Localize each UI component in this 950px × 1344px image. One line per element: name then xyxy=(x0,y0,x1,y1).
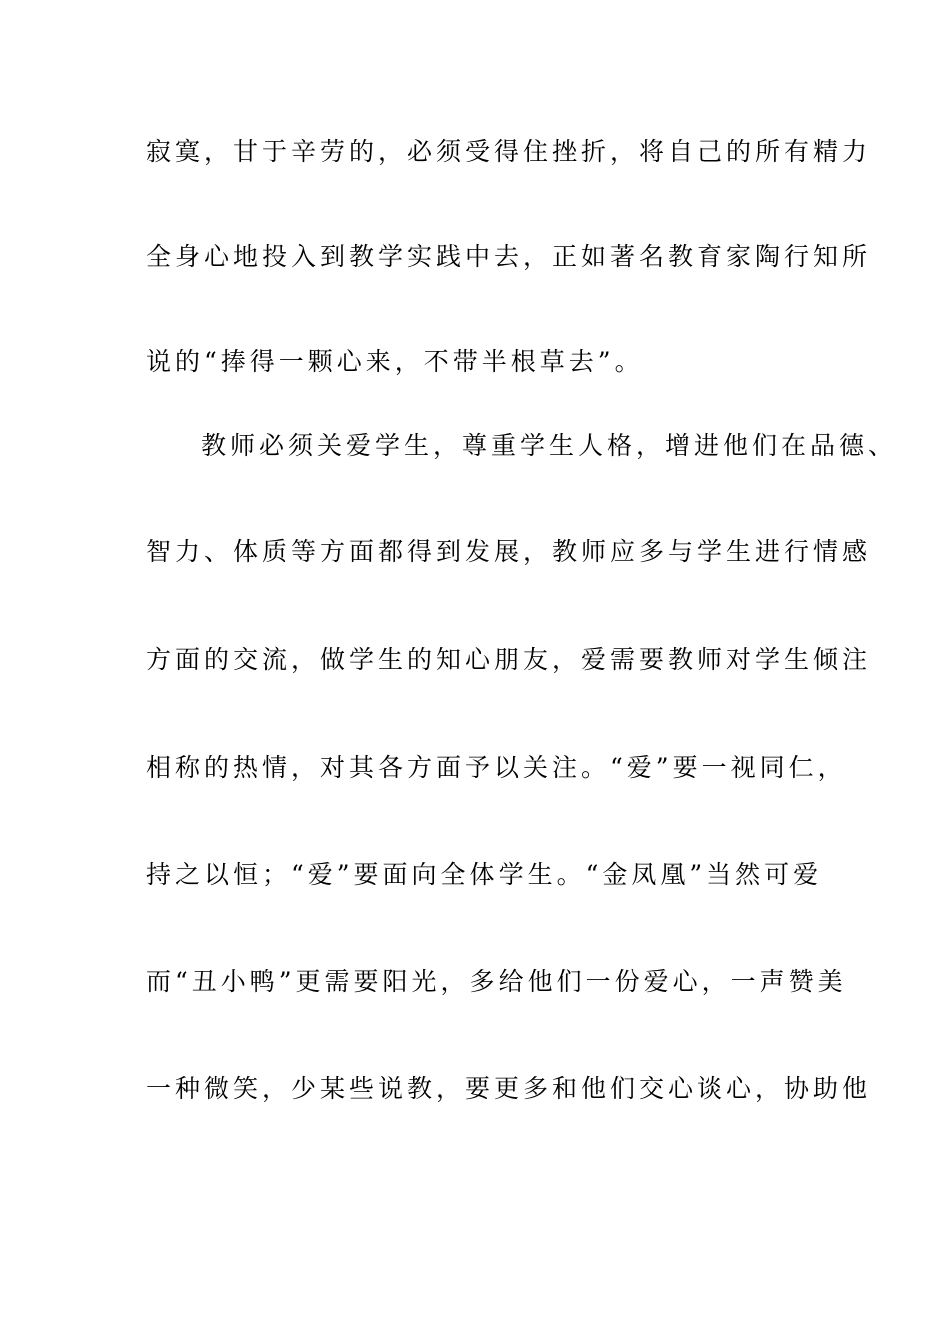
text-line-6: 方面的交流，做学生的知心朋友，爱需要教师对学生倾注 xyxy=(146,645,872,674)
text-line-3: 说的“捧得一颗心来，不带半根草去”。 xyxy=(146,347,644,376)
text-line-10: 一种微笑，少某些说教，要更多和他们交心谈心，协助他 xyxy=(146,1074,872,1103)
text-line-8: 持之以恒；“爱”要面向全体学生。“金凤凰”当然可爱 xyxy=(146,860,823,889)
text-line-7: 相称的热情，对其各方面予以关注。“爱”要一视同仁， xyxy=(146,753,847,782)
text-line-2: 全身心地投入到教学实践中去，正如著名教育家陶行知所 xyxy=(146,242,872,271)
text-line-5: 智力、体质等方面都得到发展，教师应多与学生进行情感 xyxy=(146,537,872,566)
text-line-9: 而“丑小鸭”更需要阳光，多给他们一份爱心，一声赞美 xyxy=(146,967,847,996)
paragraph-start-line: 教师必须关爱学生，尊重学生人格，增进他们在品德、 xyxy=(201,431,898,460)
text-line-1: 寂寞，甘于辛劳的，必须受得住挫折，将自己的所有精力 xyxy=(146,137,872,166)
